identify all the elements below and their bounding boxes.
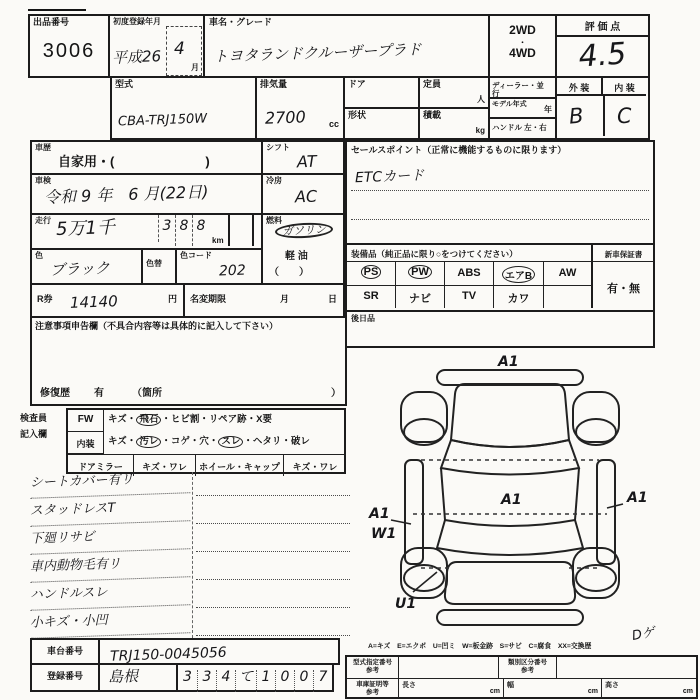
door-cell (345, 78, 420, 109)
equip-sr: SR (347, 285, 396, 308)
diagram-mark-right: A1 (627, 490, 648, 506)
name-change-label: 名変期限 (190, 294, 227, 304)
repair-history-location: （箇所 (132, 388, 162, 399)
equipment-header: 装備品（純正品に限り○をつけてください） (347, 245, 593, 262)
note-2: スタッドレスT (30, 499, 191, 527)
fuel-cell (263, 215, 345, 285)
registration-area-cell (100, 665, 178, 692)
car-name-value: トヨタランドクルーザープラド (212, 40, 422, 66)
ref-r2c1-line1: 車庫証明等 (356, 681, 389, 688)
ref-r2c1-line2: 参考 (366, 689, 379, 697)
equip-airbag-circled: エアB (502, 266, 535, 283)
grade-label: 評 価 点 (557, 16, 648, 37)
ref-r1c2-blank (399, 657, 499, 679)
diagram-mark-center: A1 (501, 492, 522, 508)
row2-p2: ・コゲ・穴・ (161, 436, 219, 447)
load-unit: kg (475, 126, 485, 136)
inspection-value: 令和 9 年 6 月(22日) (43, 182, 209, 207)
chassis-label: 車台番号 (46, 646, 83, 656)
ref-r1c1-line2: 参考 (366, 667, 379, 675)
ref-r1c1 (347, 657, 399, 679)
inspection-label: 車検 (35, 176, 51, 185)
legend-handwritten-mark: Dゲ (630, 625, 657, 644)
diagram-mark-left-a: A1 (369, 506, 390, 522)
reg-digit-2: 3 (197, 670, 216, 692)
door-label: ドア (348, 79, 366, 89)
row1-post: ・ヒビ割・リペア跡・X要 (161, 414, 272, 425)
load-cell (420, 109, 490, 140)
sales-point-header: セールスポイント（正常に機能するものに限ります） (351, 145, 567, 155)
equip-aw: AW (544, 262, 593, 285)
grade-cell (557, 14, 650, 78)
mileage-digit-1: 3 (158, 215, 175, 242)
fuel-paren: （ ） (269, 267, 309, 278)
ac-cell (263, 175, 345, 215)
repair-history-close: ） (331, 388, 341, 399)
height-label: 高さ (605, 682, 619, 689)
dealer-label: ディーラー・並 行 (492, 81, 544, 99)
inspector-row3-c4: キズ・ワレ (284, 454, 346, 476)
row2-circled-1: 汚レ (136, 436, 161, 448)
diagram-mark-left-w: W1 (371, 526, 397, 542)
note-4: 車内動物毛有リ (30, 555, 191, 583)
later-items-label: 後日品 (351, 314, 375, 323)
capacity-unit: 人 (477, 95, 485, 105)
day-label: 日 (327, 294, 337, 304)
sales-point-box (345, 140, 655, 245)
color-change-label: 色替 (146, 259, 162, 268)
length-label: 長さ (402, 682, 416, 689)
color-code-cell (177, 250, 263, 285)
equip-tv: TV (445, 285, 494, 308)
ac-value: AC (294, 186, 318, 207)
fuel-diesel-label: 軽 油 (285, 251, 308, 262)
mileage-digit-3: 8 (192, 215, 209, 246)
equip-ps (347, 262, 396, 285)
drive-dot: ・ (518, 37, 527, 47)
capacity-cell (420, 78, 490, 109)
first-registration-value: 平成26 (111, 47, 162, 67)
shift-value: AT (296, 151, 317, 172)
notice-box (30, 318, 347, 406)
ref-r1c1-line1: 型式指定番号 (353, 659, 392, 666)
notes-rule-2 (196, 502, 350, 524)
inspector-row2-head: 内装 (68, 432, 104, 454)
reg-digit-3: 4 (216, 670, 235, 692)
chassis-number: TRJ150-0045056 (109, 644, 227, 665)
reg-digit-7: 0 (294, 670, 313, 692)
first-registration-label: 初度登録年月 (113, 17, 161, 26)
grade-value: 4.5 (577, 36, 628, 75)
repair-history-yes: 有 (94, 388, 104, 399)
interior-grade: C (616, 103, 633, 129)
color-code-value: 202 (218, 262, 247, 280)
notes-rule-3 (196, 530, 350, 552)
chassis-label-cell (30, 638, 100, 665)
diagram-mark-bottom-left: U1 (395, 596, 417, 612)
inspection-cell (30, 175, 263, 215)
inspector-row3-c1: ドアミラー (68, 454, 134, 476)
equip-abs: ABS (445, 262, 494, 285)
interior-label: 内 装 (603, 78, 646, 96)
ref-height-cell (602, 679, 696, 698)
equip-airbag (494, 262, 544, 285)
notes-divider (192, 472, 193, 638)
color-label: 色 (35, 251, 43, 260)
month-suffix: 月 (191, 63, 199, 73)
sales-point-rule-2 (351, 219, 649, 220)
diagram-mark-top: A1 (498, 354, 519, 370)
shape-cell (345, 109, 420, 140)
color-value: ブラック (49, 258, 110, 280)
lot-number-label: 出品番号 (33, 17, 70, 27)
handle-cell (490, 119, 557, 140)
inspector-row3-c3: ホイール・キャップ (196, 454, 284, 476)
model-year-label: モデル年式 (492, 101, 527, 108)
equipment-table (345, 245, 655, 312)
fuel-label: 燃料 (266, 216, 282, 225)
note-6: 小キズ・小凹 (30, 611, 191, 639)
equip-empty (544, 285, 593, 308)
reg-digit-5: 1 (256, 670, 275, 692)
reg-digit-1: 3 (183, 669, 192, 685)
row2-p1: キズ・ (108, 436, 137, 447)
warranty-label: 新車保証書 (593, 245, 654, 262)
lot-number-cell (28, 14, 110, 78)
first-registration-month: 4 (174, 39, 185, 59)
registration-label-cell (30, 665, 100, 692)
shift-cell (263, 140, 345, 175)
color-change-cell (143, 250, 177, 285)
car-name-label: 車名・グレード (209, 17, 273, 27)
model-code-cell (110, 78, 257, 140)
r-ticket-value: 14140 (69, 292, 119, 312)
sales-point-value: ETCカード (354, 167, 425, 187)
yen-label: 円 (167, 294, 177, 304)
ac-label: 冷房 (266, 176, 282, 185)
equip-navi: ナビ (396, 285, 445, 308)
name-change-cell (185, 285, 345, 318)
width-label: 幅 (507, 682, 514, 689)
ref-r2c1 (347, 679, 399, 698)
height-unit: cm (682, 688, 693, 696)
notice-header: 注意事項申告欄（不具合内容等は具体的に記入して下さい） (35, 321, 279, 331)
displacement-cell (257, 78, 345, 140)
exterior-label: 外 装 (557, 78, 603, 96)
registration-digits-cell (178, 665, 334, 692)
mileage-label: 走行 (35, 216, 51, 225)
model-code-label: 型式 (115, 79, 134, 89)
reg-digit-6: 0 (275, 670, 294, 692)
car-name-cell (205, 14, 490, 78)
displacement-label: 排気量 (260, 79, 288, 89)
cropped-title (28, 0, 368, 11)
inspector-label-2: 記入欄 (20, 429, 48, 439)
ref-width-cell (504, 679, 602, 698)
mileage-man-value: 5万1千 (55, 216, 116, 241)
history-cell (30, 140, 263, 175)
equip-pw (396, 262, 445, 285)
notes-rule-6 (196, 614, 350, 636)
model-year-cell (490, 99, 557, 119)
mileage-unit: km (212, 236, 224, 246)
capacity-label: 定員 (423, 79, 442, 89)
displacement-unit: cc (328, 119, 339, 130)
handle-label: ハンドル 左・右 (492, 123, 547, 132)
equip-leather: カワ (494, 285, 544, 308)
reg-digit-4: て (235, 670, 256, 692)
ref-r1c3 (499, 657, 557, 679)
exterior-interior-cell (557, 78, 650, 140)
inspector-label-1: 検査員 (20, 413, 48, 423)
inspector-row2-items (108, 436, 310, 448)
notes-rule-1 (196, 474, 350, 496)
registration-label: 登録番号 (46, 671, 83, 681)
color-code-label: 色コード (180, 251, 212, 260)
drive-type-cell (490, 14, 557, 78)
ref-r1c4-blank (557, 657, 696, 679)
history-label: 車歴 (35, 143, 51, 152)
reference-table (345, 655, 698, 699)
chassis-value-cell (100, 638, 340, 665)
inspector-table (66, 408, 346, 474)
row2-p3: ・ヘタリ・破レ (243, 436, 310, 447)
row1-pre: キズ・ (108, 414, 137, 425)
displacement-value: 2700 (264, 107, 307, 128)
model-year-unit: 年 (544, 105, 552, 115)
width-unit: cm (587, 688, 598, 696)
drive-2wd: 2WD (509, 23, 536, 37)
note-1: シートカバー有リ (30, 471, 191, 499)
drive-4wd: 4WD (509, 45, 536, 60)
ref-r1c3-line2: 参考 (521, 667, 534, 675)
ref-r1c3-line1: 類別区分番号 (508, 659, 547, 666)
r-ticket-cell (30, 285, 185, 318)
inspector-row3-c2: キズ・ワレ (134, 454, 196, 476)
first-registration-cell (110, 14, 205, 78)
inspector-row1-items (108, 414, 272, 426)
ref-length-cell (399, 679, 504, 698)
sales-point-rule-1 (351, 190, 649, 191)
shape-label: 形状 (348, 110, 367, 120)
month-label: 月 (280, 294, 290, 304)
notes-rule-4 (196, 558, 350, 580)
note-5: ハンドルスレ (30, 583, 191, 611)
mileage-cell (30, 215, 263, 250)
fuel-gasoline-circled: ガソリン (275, 221, 334, 239)
first-registration-month-box (166, 26, 202, 76)
warranty-value: 有・無 (607, 283, 640, 295)
r-ticket-label: R券 (37, 294, 53, 304)
equip-pw-circled: PW (408, 265, 432, 279)
car-diagram (365, 348, 655, 640)
row2-circled-2: スレ (218, 436, 243, 448)
length-unit: cm (489, 688, 500, 696)
lot-number-value: 3006 (42, 40, 96, 62)
model-code-value: CBA-TRJ150W (117, 111, 208, 130)
inspector-row1-head: FW (68, 410, 104, 432)
mileage-digit-2: 8 (175, 215, 192, 246)
damage-legend: A=キズ E=エクボ U=凹ミ W=板金跡 S=サビ C=腐食 XX=交換歴 (368, 643, 592, 650)
load-label: 積載 (423, 110, 442, 120)
registration-area: 島根 (107, 667, 139, 687)
exterior-grade: B (567, 103, 585, 129)
note-3: 下廻リサビ (30, 527, 191, 555)
repair-history-label: 修復歴 (40, 388, 70, 399)
dealer-cell (490, 78, 557, 99)
equip-ps-circled: PS (361, 265, 382, 279)
later-items-box (345, 312, 655, 348)
mileage-extra-box (228, 215, 254, 246)
history-value: 自家用・( ) (58, 154, 210, 169)
row1-circled: 飛石 (136, 414, 161, 426)
color-cell (30, 250, 143, 285)
shift-label: シフト (266, 143, 290, 152)
exterior-interior-divider (603, 96, 605, 136)
notes-rule-5 (196, 586, 350, 608)
reg-digit-8: 7 (313, 670, 332, 692)
